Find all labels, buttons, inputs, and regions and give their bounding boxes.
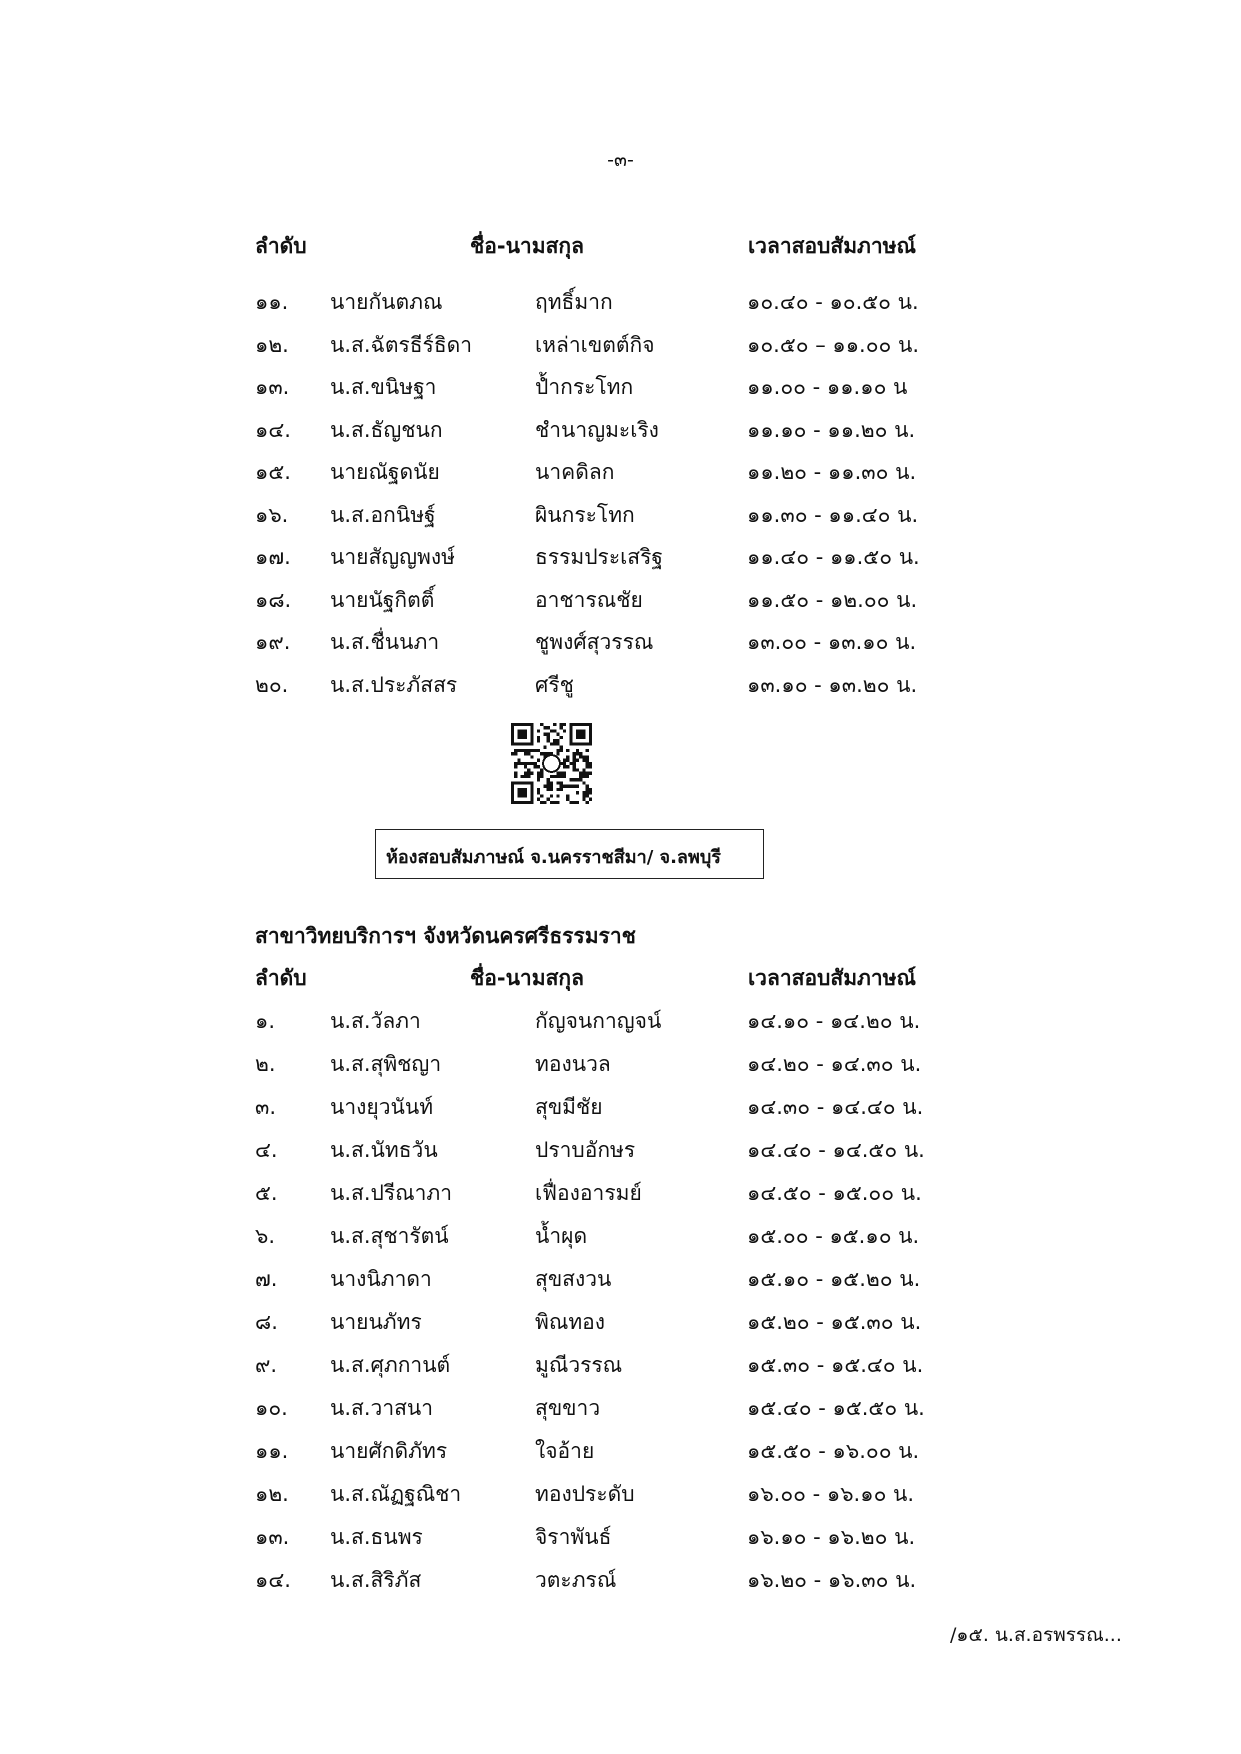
last-name: สุขสงวน <box>535 1267 612 1291</box>
first-name: น.ส.ชื่นนภา <box>330 630 440 654</box>
header-time: เวลาสอบสัมภาษณ์ <box>748 234 917 258</box>
last-name: ฤทธิ์มาก <box>535 290 613 314</box>
header-name-2: ชื่อ-นามสกุล <box>470 966 584 990</box>
first-name: น.ส.วัลภา <box>330 1009 421 1033</box>
page-number: -๓- <box>607 149 634 171</box>
interview-time: ๑๔.๕๐ - ๑๕.๐๐ น. <box>747 1181 922 1205</box>
last-name: ชำนาญมะเริง <box>535 417 659 442</box>
row-number: ๑๘. <box>255 587 292 612</box>
table-row <box>255 1392 975 1432</box>
first-name: น.ส.สุพิชญา <box>330 1052 442 1076</box>
row-number: ๑. <box>255 1009 276 1033</box>
row-number: ๒๐. <box>255 672 289 697</box>
table-row <box>255 499 975 539</box>
first-name: น.ส.สุชารัตน์ <box>330 1224 449 1248</box>
row-number: ๑๑. <box>255 1439 289 1463</box>
row-number: ๕. <box>255 1181 278 1205</box>
table-row <box>255 541 975 581</box>
interview-time: ๑๑.๓๐ - ๑๑.๔๐ น. <box>747 502 919 527</box>
interview-time: ๑๕.๐๐ - ๑๕.๑๐ น. <box>747 1224 920 1248</box>
first-name: น.ส.ปรีณาภา <box>330 1181 453 1205</box>
interview-time: ๑๑.๒๐ - ๑๑.๓๐ น. <box>747 460 917 484</box>
first-name: น.ส.นัทธวัน <box>330 1138 438 1162</box>
first-name: น.ส.วาสนา <box>330 1396 434 1420</box>
row-number: ๑๔. <box>255 1568 291 1592</box>
interview-time: ๑๔.๑๐ - ๑๔.๒๐ น. <box>747 1009 921 1033</box>
row-number: ๑๙. <box>255 630 291 654</box>
last-name: สุขมีชัย <box>535 1095 603 1119</box>
row-number: ๖. <box>255 1224 276 1248</box>
last-name: นาคดิลก <box>535 460 615 484</box>
table-row <box>255 626 975 666</box>
first-name: นายณัฐดนัย <box>330 460 440 484</box>
row-number: ๙. <box>255 1353 278 1377</box>
interview-time: ๑๑.๕๐ - ๑๒.๐๐ น. <box>747 587 918 612</box>
interview-time: ๑๔.๓๐ - ๑๔.๔๐ น. <box>747 1095 924 1119</box>
table-row <box>255 1134 975 1174</box>
first-name: น.ส.ขนิษฐา <box>330 375 437 399</box>
first-name: นายนภัทร <box>330 1310 422 1334</box>
table-row <box>255 1521 975 1561</box>
first-name: นายนัฐกิตติ์ <box>330 587 435 612</box>
table-row <box>255 1091 975 1131</box>
last-name: พิณทอง <box>535 1310 606 1334</box>
first-name: นายสัญญพงษ์ <box>330 545 455 569</box>
last-name: ป้ำกระโทก <box>535 375 634 399</box>
last-name: เฟื่องอารมย์ <box>535 1181 642 1205</box>
first-name: น.ส.ณัฏฐณิชา <box>330 1482 462 1506</box>
last-name: ศรีชู <box>535 672 574 697</box>
header-order-2: ลำดับ <box>255 966 307 990</box>
last-name: สุขขาว <box>535 1396 601 1420</box>
first-name: น.ส.ศุภกานต์ <box>330 1353 451 1377</box>
table-row <box>255 1048 975 1088</box>
table-row <box>255 1349 975 1389</box>
row-number: ๒. <box>255 1052 276 1076</box>
interview-time: ๑๕.๑๐ - ๑๕.๒๐ น. <box>747 1267 921 1291</box>
last-name: ผินกระโทก <box>535 502 635 527</box>
first-name: นายกันตภณ <box>330 290 443 314</box>
interview-time: ๑๔.๒๐ - ๑๔.๓๐ น. <box>747 1052 922 1076</box>
interview-time: ๑๕.๓๐ - ๑๕.๔๐ น. <box>747 1353 924 1377</box>
first-name: นางยุวนันท์ <box>330 1095 434 1119</box>
interview-time: ๑๐.๕๐ – ๑๑.๐๐ น. <box>747 332 920 357</box>
row-number: ๑๑. <box>255 290 289 314</box>
last-name: กัญจนกาญจน์ <box>535 1009 662 1033</box>
table-row <box>255 1263 975 1303</box>
row-number: ๑๒. <box>255 1482 289 1506</box>
first-name: นายศักดิภัทร <box>330 1439 448 1463</box>
row-number: ๗. <box>255 1267 278 1291</box>
last-name: มูณีวรรณ <box>535 1353 623 1377</box>
row-number: ๑๖. <box>255 502 289 527</box>
row-number: ๑๔. <box>255 417 291 442</box>
table-row <box>255 584 975 624</box>
table-row <box>255 456 975 496</box>
row-number: ๑๓. <box>255 1525 290 1549</box>
header-time-2: เวลาสอบสัมภาษณ์ <box>748 966 917 990</box>
table-row <box>255 1220 975 1260</box>
interview-time: ๑๖.๒๐ - ๑๖.๓๐ น. <box>747 1568 917 1592</box>
first-name: นางนิภาดา <box>330 1267 432 1291</box>
interview-time: ๑๕.๒๐ - ๑๕.๓๐ น. <box>747 1310 922 1334</box>
first-name: น.ส.อกนิษฐ์ <box>330 502 436 527</box>
table-row <box>255 329 975 369</box>
header-name: ชื่อ-นามสกุล <box>470 234 584 258</box>
row-number: ๑๒. <box>255 332 289 357</box>
row-number: ๑๕. <box>255 460 291 484</box>
first-name: น.ส.ฉัตรธีร์ธิดา <box>330 332 473 357</box>
first-name: น.ส.สิริภัส <box>330 1568 422 1592</box>
interview-time: ๑๑.๐๐ - ๑๑.๑๐ น <box>747 375 908 399</box>
last-name: วตะภรณ์ <box>535 1568 617 1592</box>
last-name: ทองประดับ <box>535 1482 635 1506</box>
last-name: อาชารณชัย <box>535 587 643 612</box>
interview-time: ๑๓.๑๐ - ๑๓.๒๐ น. <box>747 672 918 697</box>
interview-time: ๑๖.๐๐ - ๑๖.๑๐ น. <box>747 1482 915 1506</box>
row-number: ๑๐. <box>255 1396 288 1420</box>
interview-time: ๑๕.๕๐ - ๑๖.๐๐ น. <box>747 1439 920 1463</box>
row-number: ๘. <box>255 1310 278 1334</box>
table-row <box>255 1478 975 1518</box>
room-box <box>375 829 764 879</box>
continuation-note: /๑๕. น.ส.อรพรรณ... <box>950 1624 1122 1646</box>
table-row <box>255 1005 975 1045</box>
branch-title: สาขาวิทยบริการฯ จังหวัดนครศรีธรรมราช <box>255 924 636 948</box>
last-name: ชูพงศ์สุวรรณ <box>535 630 654 654</box>
first-name: น.ส.ประภัสสร <box>330 672 458 697</box>
row-number: ๔. <box>255 1138 278 1162</box>
table-row <box>255 371 975 411</box>
interview-time: ๑๖.๑๐ - ๑๖.๒๐ น. <box>747 1525 916 1549</box>
interview-time: ๑๑.๑๐ - ๑๑.๒๐ น. <box>747 417 916 442</box>
table-row <box>255 1564 975 1604</box>
table-row <box>255 1435 975 1475</box>
last-name: ธรรมประเสริฐ <box>535 545 663 569</box>
table-row <box>255 1306 975 1346</box>
last-name: ปราบอักษร <box>535 1138 636 1162</box>
room-label: ห้องสอบสัมภาษณ์ จ.นครราชสีมา/ จ.ลพบุรี <box>386 847 721 868</box>
last-name: เหล่าเขตต์กิจ <box>535 332 655 357</box>
interview-time: ๑๑.๔๐ - ๑๑.๕๐ น. <box>747 545 920 569</box>
last-name: ใจอ้าย <box>535 1439 595 1463</box>
interview-time: ๑๐.๔๐ - ๑๐.๕๐ น. <box>747 290 919 314</box>
first-name: น.ส.ธัญชนก <box>330 417 443 442</box>
table-row <box>255 669 975 709</box>
row-number: ๑๓. <box>255 375 290 399</box>
first-name: น.ส.ธนพร <box>330 1525 423 1549</box>
table-row <box>255 286 975 326</box>
last-name: น้ำผุด <box>535 1224 588 1248</box>
interview-time: ๑๔.๔๐ - ๑๔.๕๐ น. <box>747 1138 925 1162</box>
interview-time: ๑๕.๔๐ - ๑๕.๕๐ น. <box>747 1396 925 1420</box>
table-row <box>255 1177 975 1217</box>
table-row <box>255 414 975 454</box>
header-order: ลำดับ <box>255 234 307 258</box>
row-number: ๓. <box>255 1095 277 1119</box>
row-number: ๑๗. <box>255 545 291 569</box>
last-name: จิราพันธ์ <box>535 1525 612 1549</box>
last-name: ทองนวล <box>535 1052 611 1076</box>
qr-code <box>511 723 592 804</box>
interview-time: ๑๓.๐๐ - ๑๓.๑๐ น. <box>747 630 917 654</box>
